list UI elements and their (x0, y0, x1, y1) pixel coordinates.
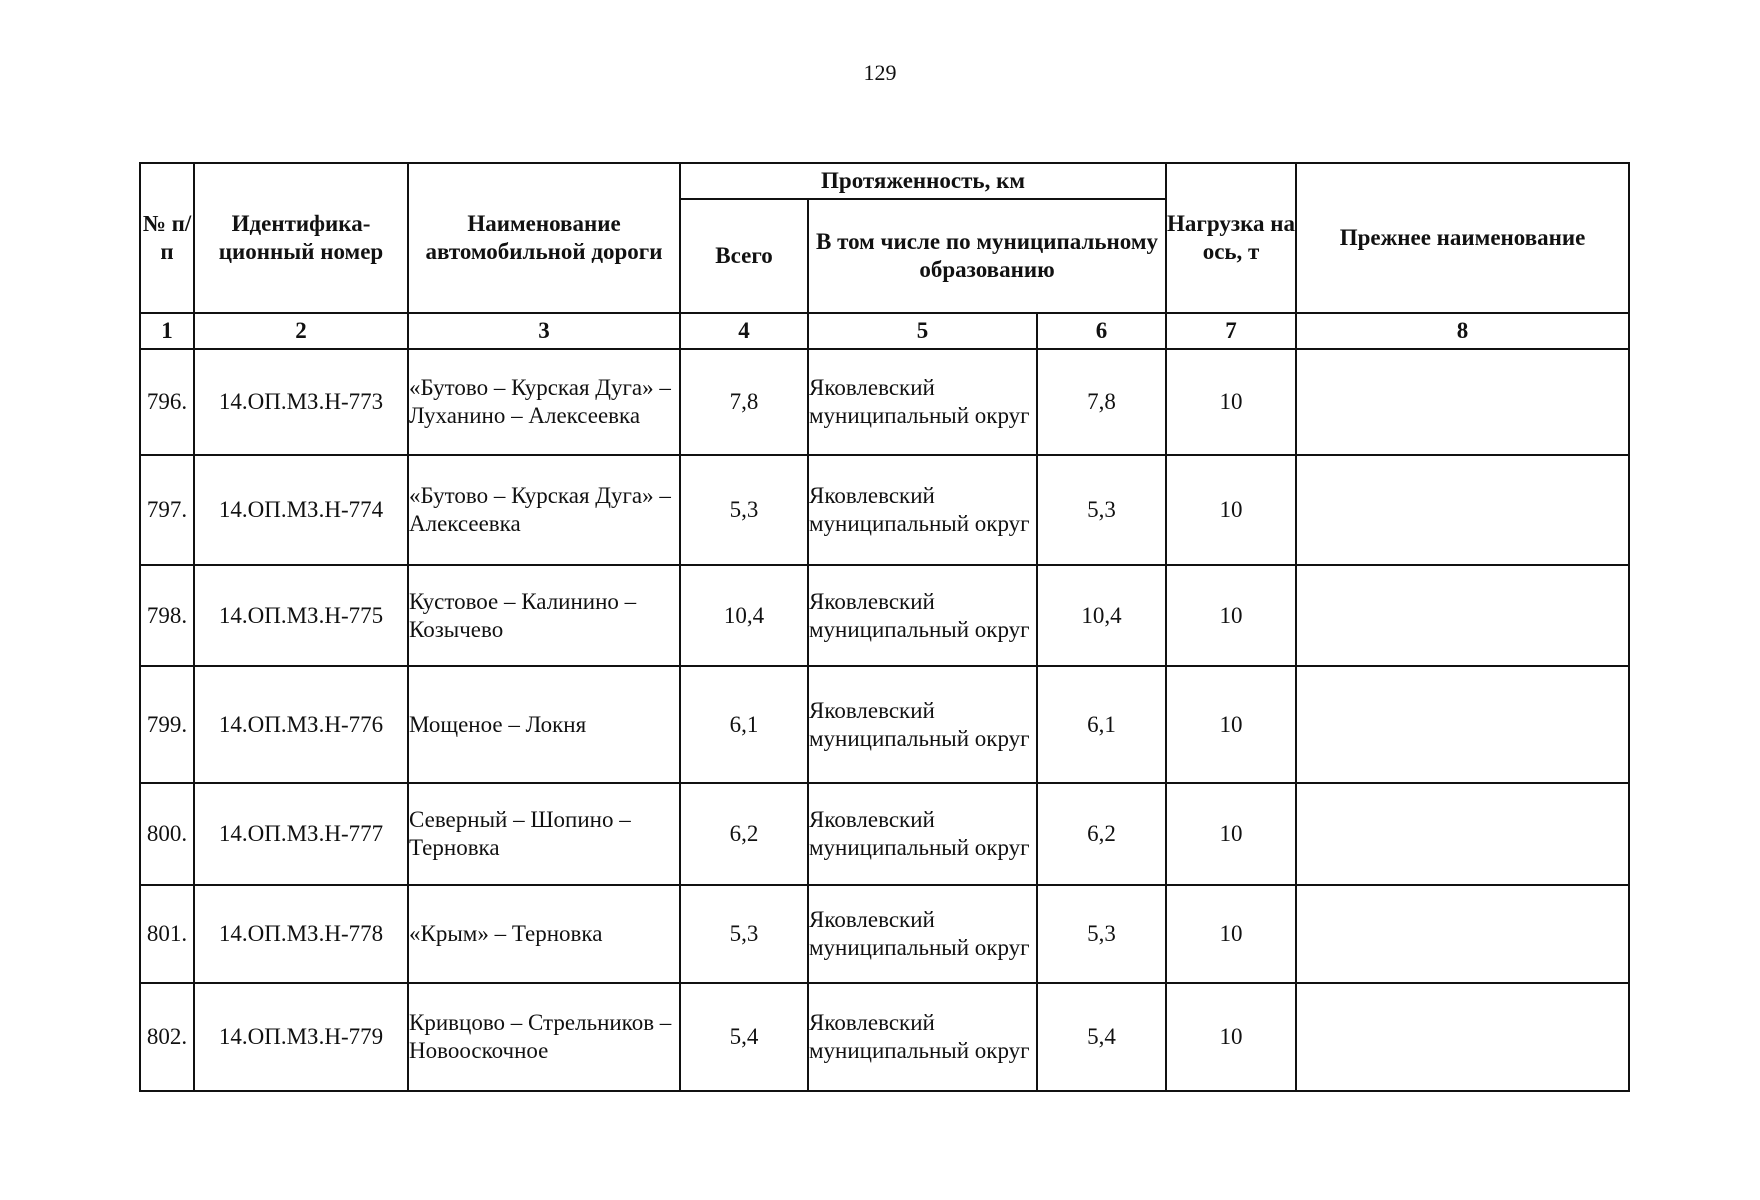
table-row (140, 885, 1629, 983)
length-total: 6,1 (680, 666, 808, 783)
row-number: 801. (140, 885, 194, 983)
municipality: Яковлевский муниципальный округ (808, 455, 1037, 565)
axle-load: 10 (1166, 455, 1296, 565)
length-total: 10,4 (680, 565, 808, 666)
header-load: Нагрузка на ось, т (1166, 163, 1296, 313)
table-row (140, 666, 1629, 783)
road-id: 14.ОП.МЗ.Н-776 (194, 666, 408, 783)
table-row (140, 783, 1629, 885)
column-number: 5 (808, 313, 1037, 349)
axle-load: 10 (1166, 666, 1296, 783)
road-name: Кривцово – Стрельников – Новооскочное (408, 983, 680, 1091)
column-number: 2 (194, 313, 408, 349)
table-row (140, 455, 1629, 565)
road-id: 14.ОП.МЗ.Н-773 (194, 349, 408, 455)
road-id: 14.ОП.МЗ.Н-779 (194, 983, 408, 1091)
road-id: 14.ОП.МЗ.Н-774 (194, 455, 408, 565)
road-name: «Крым» – Терновка (408, 885, 680, 983)
column-number: 8 (1296, 313, 1629, 349)
length-municipality: 6,2 (1037, 783, 1166, 885)
length-total: 7,8 (680, 349, 808, 455)
table-row (140, 565, 1629, 666)
municipality: Яковлевский муниципальный округ (808, 565, 1037, 666)
row-number: 799. (140, 666, 194, 783)
roads-table (139, 162, 1630, 1092)
header-including: В том числе по муниципальному образованию (808, 199, 1166, 313)
length-municipality: 5,3 (1037, 455, 1166, 565)
road-id: 14.ОП.МЗ.Н-778 (194, 885, 408, 983)
axle-load: 10 (1166, 565, 1296, 666)
axle-load: 10 (1166, 983, 1296, 1091)
column-number: 7 (1166, 313, 1296, 349)
municipality: Яковлевский муниципальный округ (808, 349, 1037, 455)
length-municipality: 7,8 (1037, 349, 1166, 455)
header-num: № п/п (140, 163, 194, 313)
length-total: 5,4 (680, 983, 808, 1091)
length-total: 5,3 (680, 455, 808, 565)
former-name (1296, 565, 1629, 666)
column-number: 1 (140, 313, 194, 349)
municipality: Яковлевский муниципальный округ (808, 783, 1037, 885)
axle-load: 10 (1166, 885, 1296, 983)
row-number: 800. (140, 783, 194, 885)
header-former: Прежнее наименование (1296, 163, 1629, 313)
road-name: Северный – Шопино – Терновка (408, 783, 680, 885)
header-total: Всего (680, 199, 808, 313)
municipality: Яковлевский муниципальный округ (808, 885, 1037, 983)
former-name (1296, 983, 1629, 1091)
municipality: Яковлевский муниципальный округ (808, 666, 1037, 783)
table-row (140, 983, 1629, 1091)
road-name: «Бутово – Курская Дуга» – Алексеевка (408, 455, 680, 565)
page-number: 129 (863, 60, 897, 85)
length-municipality: 5,3 (1037, 885, 1166, 983)
former-name (1296, 783, 1629, 885)
road-name: Мощеное – Локня (408, 666, 680, 783)
former-name (1296, 349, 1629, 455)
road-name: «Бутово – Курская Дуга» – Луханино – Алексеевка (408, 349, 680, 455)
road-id: 14.ОП.МЗ.Н-777 (194, 783, 408, 885)
length-municipality: 10,4 (1037, 565, 1166, 666)
row-number: 796. (140, 349, 194, 455)
length-total: 6,2 (680, 783, 808, 885)
header-length: Протяженность, км (680, 163, 1166, 199)
length-municipality: 5,4 (1037, 983, 1166, 1091)
row-number: 798. (140, 565, 194, 666)
table-row (140, 349, 1629, 455)
former-name (1296, 885, 1629, 983)
length-municipality: 6,1 (1037, 666, 1166, 783)
municipality: Яковлевский муниципальный округ (808, 983, 1037, 1091)
length-total: 5,3 (680, 885, 808, 983)
road-name: Кустовое – Калинино – Козычево (408, 565, 680, 666)
row-number: 797. (140, 455, 194, 565)
column-number: 3 (408, 313, 680, 349)
row-number: 802. (140, 983, 194, 1091)
axle-load: 10 (1166, 349, 1296, 455)
axle-load: 10 (1166, 783, 1296, 885)
road-id: 14.ОП.МЗ.Н-775 (194, 565, 408, 666)
former-name (1296, 455, 1629, 565)
header-name: Наименование автомобильной дороги (408, 163, 680, 313)
former-name (1296, 666, 1629, 783)
column-number: 6 (1037, 313, 1166, 349)
column-number: 4 (680, 313, 808, 349)
header-id: Идентифика-ционный номер (194, 163, 408, 313)
